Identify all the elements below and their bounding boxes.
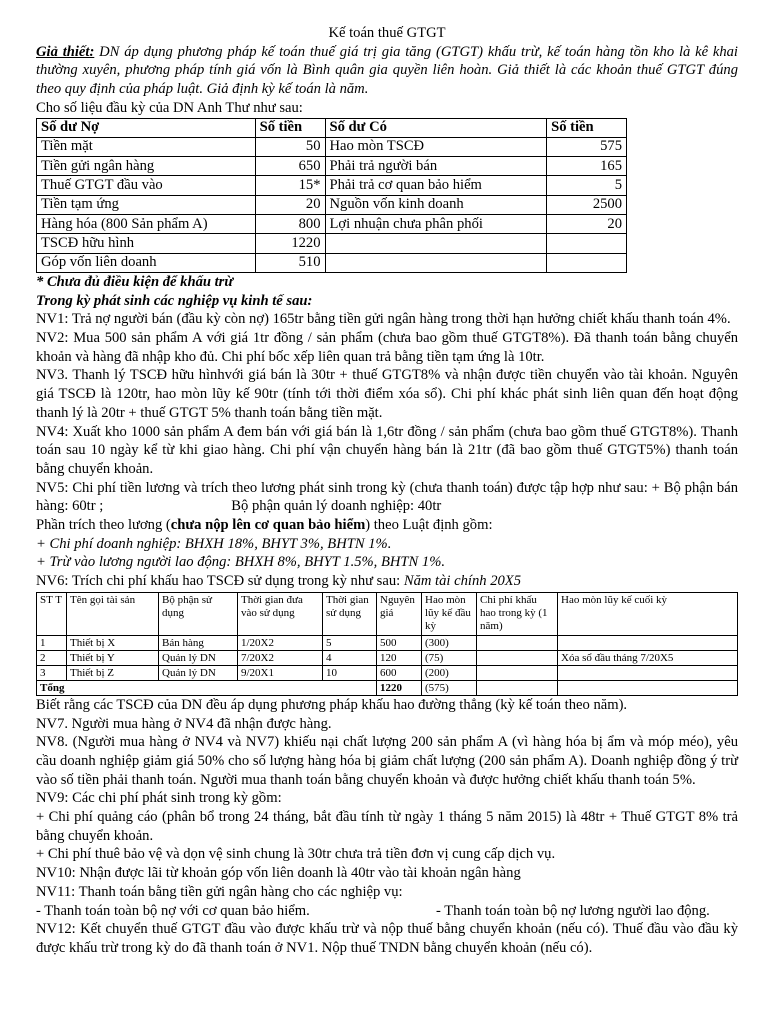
section-heading: Trong kỳ phát sinh các nghiệp vụ kinh tế sau: [36,292,313,309]
credit-amount: 20 [547,215,627,234]
asset-stt: 1 [37,635,67,650]
credit-account: Phải trả người bán [325,157,547,176]
asset-life: 5 [323,635,377,650]
asset-accum-end: Xóa sổ đầu tháng 7/20X5 [558,650,738,665]
balance-row [37,253,627,272]
asset-header-accum-end: Hao mòn lũy kế cuối kỳ [558,592,738,635]
asset-row [37,650,738,665]
page-title: Kế toán thuế GTGT [328,25,446,41]
asset-dept: Bán hàng [159,635,238,650]
asset-accum-begin: (200) [422,665,477,680]
credit-amount-header: Số tiền [547,118,627,137]
asset-header-name: Tên gọi tài sản [67,592,159,635]
credit-amount: 165 [547,157,627,176]
asset-header-cost: Nguyên giá [377,592,422,635]
asset-total-cost: 1220 [377,680,422,695]
debit-header: Số dư Nợ [37,118,256,137]
debit-account: Góp vốn liên doanh [37,253,256,272]
nv5-employer-line: + Chi phí doanh nghiệp: BHXH 18%, BHYT 3%, BHTN 1%. [36,535,392,552]
credit-account: Lợi nhuận chưa phân phối [325,215,547,234]
nv9-line2: + Chi phí quảng cáo (phân bổ trong 24 tháng, bắt đầu tính từ ngày 1 tháng 5 năm 2015) là 48tr + Thuế GTGT 8% trả bằng chuyển khoản. [36,809,738,844]
balance-row [37,234,627,253]
asset-dep-expense [477,650,558,665]
debit-account: Hàng hóa (800 Sản phẩm A) [37,215,256,234]
nv5-line1b: Bộ phận quản lý doanh nghiệp: 40tr [231,498,442,515]
credit-amount [547,234,627,253]
asset-life: 10 [323,665,377,680]
asset-accum-end [558,665,738,680]
nv6-note: Biết rằng các TSCĐ của DN đều áp dụng phương pháp khấu hao đường thẳng (kỳ kế toán theo năm). [36,696,628,713]
nv8-paragraph: NV8. (Người mua hàng ở NV4 và NV7) khiếu nại chất lượng 200 sản phẩm A (vì hàng hóa bị ẩm và móp méo), yêu cầu doanh nghiệp giảm giá 50% cho số lượng hàng hóa bị giảm chất lượng (200 sản phẩm A). Doanh nghiệp đồng ý trừ vào số tiền phải thanh toán. Người mua thanh toán bằng chuyển khoản và được hưởng chiết khấu thanh toán 5%. [36,734,738,788]
debit-amount: 650 [255,157,325,176]
balance-row [37,157,627,176]
table-footnote [36,273,738,292]
debit-amount: 510 [255,253,325,272]
asset-cost: 500 [377,635,422,650]
balance-row [37,195,627,214]
debit-amount-header: Số tiền [255,118,325,137]
balance-header-row [37,118,627,137]
asset-dept: Quản lý DN [159,650,238,665]
nv11-items [36,902,738,921]
asset-life: 4 [323,650,377,665]
credit-amount: 2500 [547,195,627,214]
opening-balance-table [36,118,627,273]
nv10-paragraph: NV10: Nhận được lãi từ khoản góp vốn liên doanh là 40tr vào tài khoản ngân hàng [36,865,521,882]
asset-accum-begin: (75) [422,650,477,665]
credit-header: Số dư Có [325,118,547,137]
asset-header-dep-expense: Chi phí khấu hao trong kỳ (1 năm) [477,592,558,635]
asset-total-accum-end [558,680,738,695]
credit-amount: 575 [547,137,627,156]
nv5-line2-post: ) theo Luật định gồm: [365,517,493,534]
debit-account: Tiền gửi ngân hàng [37,157,256,176]
depreciation-table [36,592,738,696]
nv5-employee-line: + Trừ vào lương người lao động: BHXH 8%, BHYT 1.5%, BHTN 1%. [36,554,446,571]
credit-account [325,253,547,272]
balance-row [37,137,627,156]
asset-header-row [37,592,738,635]
assumption-label: Giả thiết: [36,43,95,60]
asset-accum-end [558,635,738,650]
nv9-line1: NV9: Các chi phí phát sinh trong kỳ gồm: [36,790,282,807]
asset-start: 1/20X2 [238,635,323,650]
nv2-paragraph: NV2: Mua 500 sản phẩm A với giá 1tr đồng / sản phẩm (chưa bao gồm thuế GTGT8%). Đã thanh toán bằng chuyển khoản và hàng đã nhập kho đủ. Chi phí bốc xếp liên quan trả bằng tiền tạm ứng là 10tr. [36,330,738,365]
debit-account: TSCĐ hữu hình [37,234,256,253]
nv12-paragraph: NV12: Kết chuyển thuế GTGT đầu vào được khấu trừ và nộp thuế bằng chuyển khoản (nếu có). Thuế đầu vào đầu kỳ được khấu trừ trong kỳ do đã thanh toán ở NV1. Nộp thuế TNDN bằng chuyển khoản (nếu có). [36,921,738,956]
credit-amount: 5 [547,176,627,195]
credit-account: Hao mòn TSCĐ [325,137,547,156]
asset-stt: 3 [37,665,67,680]
credit-amount [547,253,627,272]
nv4-paragraph: NV4: Xuất kho 1000 sản phẩm A đem bán với giá bán là 1,6tr đồng / sản phẩm (chưa bao gồm thuế GTGT8%). Thanh toán sau 10 ngày kể từ khi giao hàng. Chi phí vận chuyển hàng bán là 21tr (đã bao gồm thuế GTGT5%) thanh toán bằng chuyển khoản. [36,423,738,477]
asset-cost: 120 [377,650,422,665]
credit-account: Phải trả cơ quan bảo hiểm [325,176,547,195]
asset-start: 9/20X1 [238,665,323,680]
credit-account [325,234,547,253]
intro-text: Cho số liệu đầu kỳ của DN Anh Thư như sau: [36,99,303,116]
nv11-item-a: - Thanh toán toàn bộ nợ với cơ quan bảo hiểm. [36,902,310,919]
asset-name: Thiết bị Y [67,650,159,665]
debit-account: Tiền mặt [37,137,256,156]
nv11-item-b: - Thanh toán toàn bộ nợ lương người lao động. [436,902,710,919]
asset-accum-begin: (300) [422,635,477,650]
debit-amount: 15* [255,176,325,195]
asset-header-accum-begin: Hao mòn lũy kế đầu kỳ [422,592,477,635]
nv6-fiscal-year: Năm tài chính 20X5 [403,573,521,590]
asset-total-row [37,680,738,695]
debit-account: Thuế GTGT đầu vào [37,176,256,195]
asset-dept: Quản lý DN [159,665,238,680]
asset-dep-expense [477,665,558,680]
asset-start: 7/20X2 [238,650,323,665]
nv5-line2-pre: Phần trích theo lương ( [36,517,171,534]
asset-header-dept: Bộ phận sử dụng [159,592,238,635]
asset-cost: 600 [377,665,422,680]
nv5-paragraph [36,479,738,516]
asset-total-label: Tổng [37,680,377,695]
nv6-paragraph [36,572,738,591]
debit-amount: 1220 [255,234,325,253]
asset-header-life: Thời gian sử dụng [323,592,377,635]
nv9-line3: + Chi phí thuê bảo vệ và dọn vệ sinh chung là 30tr chưa trả tiền đơn vị cung cấp dịch vụ. [36,846,556,863]
debit-amount: 50 [255,137,325,156]
asset-total-dep: (575) [422,680,477,695]
assumption-text: DN áp dụng phương pháp kế toán thuế giá trị gia tăng (GTGT) khấu trừ, kế toán hàng tồn kho là kê khai thường xuyên, phương pháp tính giá vốn là Bình quân gia quyền liên hoàn. Giả thiết là các khoản thuế GTGT đúng theo quy định của pháp luật. Giả định kỳ kế toán là năm. [36,43,738,98]
asset-dep-expense [477,635,558,650]
asset-header-stt: ST T [37,592,67,635]
balance-row [37,215,627,234]
asset-stt: 2 [37,650,67,665]
credit-account: Nguồn vốn kinh doanh [325,195,547,214]
nv1-paragraph: NV1: Trả nợ người bán (đầu kỳ còn nợ) 165tr bằng tiền gửi ngân hàng trong thời hạn hưởng chiết khấu thanh toán 4%. [36,311,731,328]
nv6-text: NV6: Trích chi phí khấu hao TSCĐ sử dụng trong kỳ như sau: [36,573,404,590]
nv5-line2-bold: chưa nộp lên cơ quan bảo hiểm [170,517,366,534]
asset-name: Thiết bị X [67,635,159,650]
asset-row [37,635,738,650]
debit-account: Tiền tạm ứng [37,195,256,214]
nv7-paragraph: NV7. Người mua hàng ở NV4 đã nhận được hàng. [36,715,332,732]
nv3-paragraph: NV3. Thanh lý TSCĐ hữu hìnhvới giá bán là 30tr + thuế GTGT8% và nhận được tiền chuyển vào tài khoản. Nguyên giá TSCĐ là 120tr, hao mòn lũy kế 90tr (tính tới thời điểm xóa sổ). Chi phí khác phát sinh liên quan đến hoạt động thanh lý là 20tr + thuế GTGT 5% thanh toán bằng tiền mặt. [36,367,738,421]
asset-total-dep-expense [477,680,558,695]
debit-amount: 20 [255,195,325,214]
asset-name: Thiết bị Z [67,665,159,680]
balance-row [37,176,627,195]
assumption-paragraph [36,43,738,99]
asset-header-start: Thời gian đưa vào sử dụng [238,592,323,635]
nv5-line1a: NV5: Chi phí tiền lương và trích theo lương phát sinh trong kỳ (chưa thanh toán) được tập hợp như sau: + Bộ phận bán hàng: 60tr ; [36,479,738,515]
footnote-text: * Chưa đủ điều kiện để khấu trừ [36,273,234,290]
asset-row [37,665,738,680]
nv11-line1: NV11: Thanh toán bằng tiền gửi ngân hàng cho các nghiệp vụ: [36,883,403,900]
nv5-deduction-line [36,516,738,535]
debit-amount: 800 [255,215,325,234]
